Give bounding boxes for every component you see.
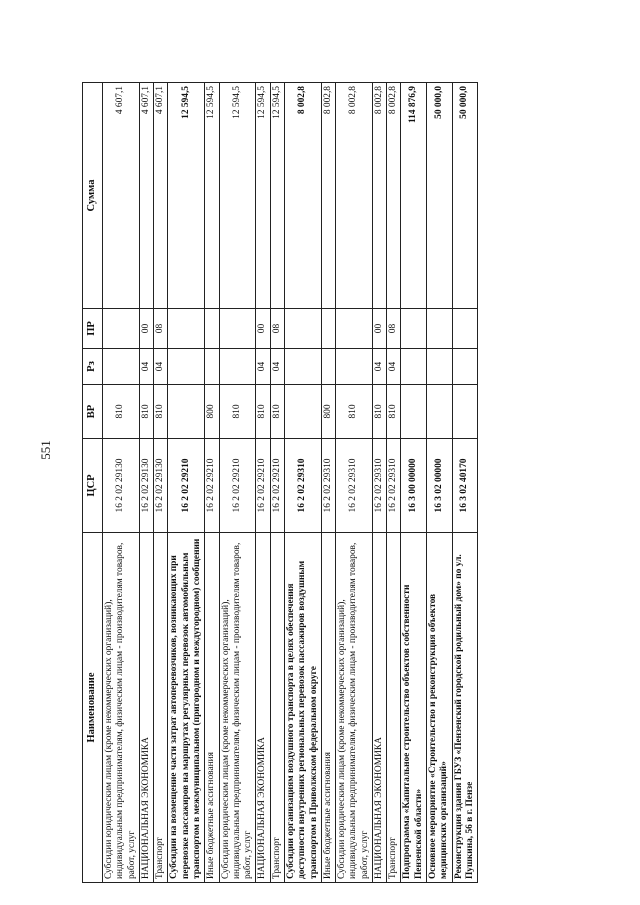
cell-pr: 08 [154, 309, 168, 349]
cell-rz [103, 349, 140, 385]
cell-name: Подпрограмма «Капитальное строительство объектов собственности Пензенской области» [401, 533, 427, 883]
cell-vr: 810 [139, 385, 153, 439]
cell-rz [219, 349, 256, 385]
cell-sum: 8 002,8 [336, 83, 373, 309]
cell-csr: 16 3 00 00000 [401, 439, 427, 533]
cell-csr: 16 2 02 29130 [154, 439, 168, 533]
table-row [284, 83, 321, 883]
header-sum: Сумма [83, 83, 103, 309]
cell-sum: 12 594,5 [256, 83, 270, 309]
table-body [103, 83, 478, 883]
cell-rz [427, 349, 453, 385]
cell-pr [219, 309, 256, 349]
cell-sum: 4 607,1 [103, 83, 140, 309]
cell-name: Субсидии юридическим лицам (кроме некоммерческих организаций), индивидуальным предпринимателям, физическим лицам - производителям товаров, работ, услуг [336, 533, 373, 883]
cell-csr: 16 2 02 29210 [168, 439, 205, 533]
cell-pr [427, 309, 453, 349]
cell-csr: 16 2 02 29310 [372, 439, 386, 533]
cell-csr: 16 2 02 29130 [103, 439, 140, 533]
cell-sum: 12 594,5 [270, 83, 284, 309]
table-row [336, 83, 373, 883]
cell-vr [452, 385, 478, 439]
cell-csr: 16 2 02 29310 [336, 439, 373, 533]
cell-vr: 800 [321, 385, 335, 439]
table-header-row [83, 83, 103, 883]
cell-rz: 04 [387, 349, 401, 385]
header-vr: ВР [83, 385, 103, 439]
cell-csr: 16 2 02 29310 [284, 439, 321, 533]
cell-sum: 4 607,1 [139, 83, 153, 309]
table-row [427, 83, 453, 883]
cell-pr [321, 309, 335, 349]
cell-pr [168, 309, 205, 349]
cell-pr [103, 309, 140, 349]
cell-name: Основное мероприятие «Строительство и реконструкция объектов медицинских организаций» [427, 533, 453, 883]
cell-name: Субсидии на возмещение части затрат автоперевозчиков, возникающих при перевозке пассажиров на маршрутах регулярных перевозок автомобильным транспортом в межмуниципальном (пригородном и междугородном) сообщении [168, 533, 205, 883]
cell-csr: 16 3 02 00000 [427, 439, 453, 533]
cell-csr: 16 2 02 29210 [270, 439, 284, 533]
cell-csr: 16 2 02 29130 [139, 439, 153, 533]
cell-sum: 8 002,8 [372, 83, 386, 309]
cell-name: НАЦИОНАЛЬНАЯ ЭКОНОМИКА [372, 533, 386, 883]
cell-name: НАЦИОНАЛЬНАЯ ЭКОНОМИКА [256, 533, 270, 883]
cell-pr [205, 309, 219, 349]
table-row [205, 83, 219, 883]
table-row [154, 83, 168, 883]
cell-name: Субсидии юридическим лицам (кроме некоммерческих организаций), индивидуальным предпринимателям, физическим лицам - производителям товаров, работ, услуг [219, 533, 256, 883]
cell-vr [401, 385, 427, 439]
cell-pr [284, 309, 321, 349]
header-csr: ЦСР [83, 439, 103, 533]
cell-sum: 4 607,1 [154, 83, 168, 309]
cell-name: Субсидии организациям воздушного транспорта в целях обеспечения доступности внутренних региональных перевозок пассажиров воздушным транспортом в Приволжском федеральном округе [284, 533, 321, 883]
cell-csr: 16 2 02 29210 [219, 439, 256, 533]
header-name: Наименование [83, 533, 103, 883]
cell-pr: 00 [372, 309, 386, 349]
header-pr: ПР [83, 309, 103, 349]
cell-name: НАЦИОНАЛЬНАЯ ЭКОНОМИКА [139, 533, 153, 883]
cell-name: Транспорт [154, 533, 168, 883]
cell-vr: 800 [205, 385, 219, 439]
cell-pr [452, 309, 478, 349]
cell-sum: 8 002,8 [387, 83, 401, 309]
header-rz: Рз [83, 349, 103, 385]
cell-sum: 12 594,5 [219, 83, 256, 309]
table-row [139, 83, 153, 883]
cell-vr [427, 385, 453, 439]
table-row [452, 83, 478, 883]
cell-rz: 04 [270, 349, 284, 385]
cell-pr [336, 309, 373, 349]
table-row [321, 83, 335, 883]
cell-sum: 8 002,8 [284, 83, 321, 309]
page-number: 551 [37, 440, 53, 460]
cell-vr [168, 385, 205, 439]
cell-vr: 810 [256, 385, 270, 439]
cell-pr: 00 [139, 309, 153, 349]
cell-vr: 810 [372, 385, 386, 439]
table-row [401, 83, 427, 883]
cell-rz: 04 [372, 349, 386, 385]
cell-rz [205, 349, 219, 385]
table-row [103, 83, 140, 883]
cell-pr: 08 [270, 309, 284, 349]
rotated-page-content [82, 83, 552, 883]
table-row [270, 83, 284, 883]
cell-vr: 810 [219, 385, 256, 439]
cell-rz [321, 349, 335, 385]
cell-sum: 50 000,0 [452, 83, 478, 309]
cell-vr [284, 385, 321, 439]
cell-csr: 16 2 02 29310 [321, 439, 335, 533]
table-row [387, 83, 401, 883]
cell-vr: 810 [154, 385, 168, 439]
cell-csr: 16 2 02 29310 [387, 439, 401, 533]
cell-name: Иные бюджетные ассигнования [205, 533, 219, 883]
cell-csr: 16 2 02 29210 [205, 439, 219, 533]
cell-name: Транспорт [387, 533, 401, 883]
cell-vr: 810 [336, 385, 373, 439]
cell-pr: 08 [387, 309, 401, 349]
cell-name: Реконструкция здания ГБУЗ «Пензенский городской родильный дом» по ул. Пушкина, 56 в г. Пензе [452, 533, 478, 883]
table-row [372, 83, 386, 883]
table-row [256, 83, 270, 883]
cell-vr: 810 [387, 385, 401, 439]
cell-pr: 00 [256, 309, 270, 349]
cell-rz [284, 349, 321, 385]
cell-sum: 12 594,5 [168, 83, 205, 309]
cell-csr: 16 2 02 29210 [256, 439, 270, 533]
cell-rz [336, 349, 373, 385]
table-row [168, 83, 205, 883]
cell-name: Транспорт [270, 533, 284, 883]
cell-rz [168, 349, 205, 385]
cell-vr: 810 [103, 385, 140, 439]
cell-rz: 04 [154, 349, 168, 385]
cell-sum: 12 594,5 [205, 83, 219, 309]
table-row [219, 83, 256, 883]
cell-sum: 50 000,0 [427, 83, 453, 309]
cell-sum: 8 002,8 [321, 83, 335, 309]
cell-rz [452, 349, 478, 385]
cell-name: Иные бюджетные ассигнования [321, 533, 335, 883]
cell-name: Субсидии юридическим лицам (кроме некоммерческих организаций), индивидуальным предпринимателям, физическим лицам - производителям товаров, работ, услуг [103, 533, 140, 883]
cell-rz: 04 [256, 349, 270, 385]
cell-sum: 114 876,9 [401, 83, 427, 309]
cell-pr [401, 309, 427, 349]
budget-table [82, 82, 478, 883]
cell-rz [401, 349, 427, 385]
cell-csr: 16 3 02 40170 [452, 439, 478, 533]
cell-vr: 810 [270, 385, 284, 439]
cell-rz: 04 [139, 349, 153, 385]
